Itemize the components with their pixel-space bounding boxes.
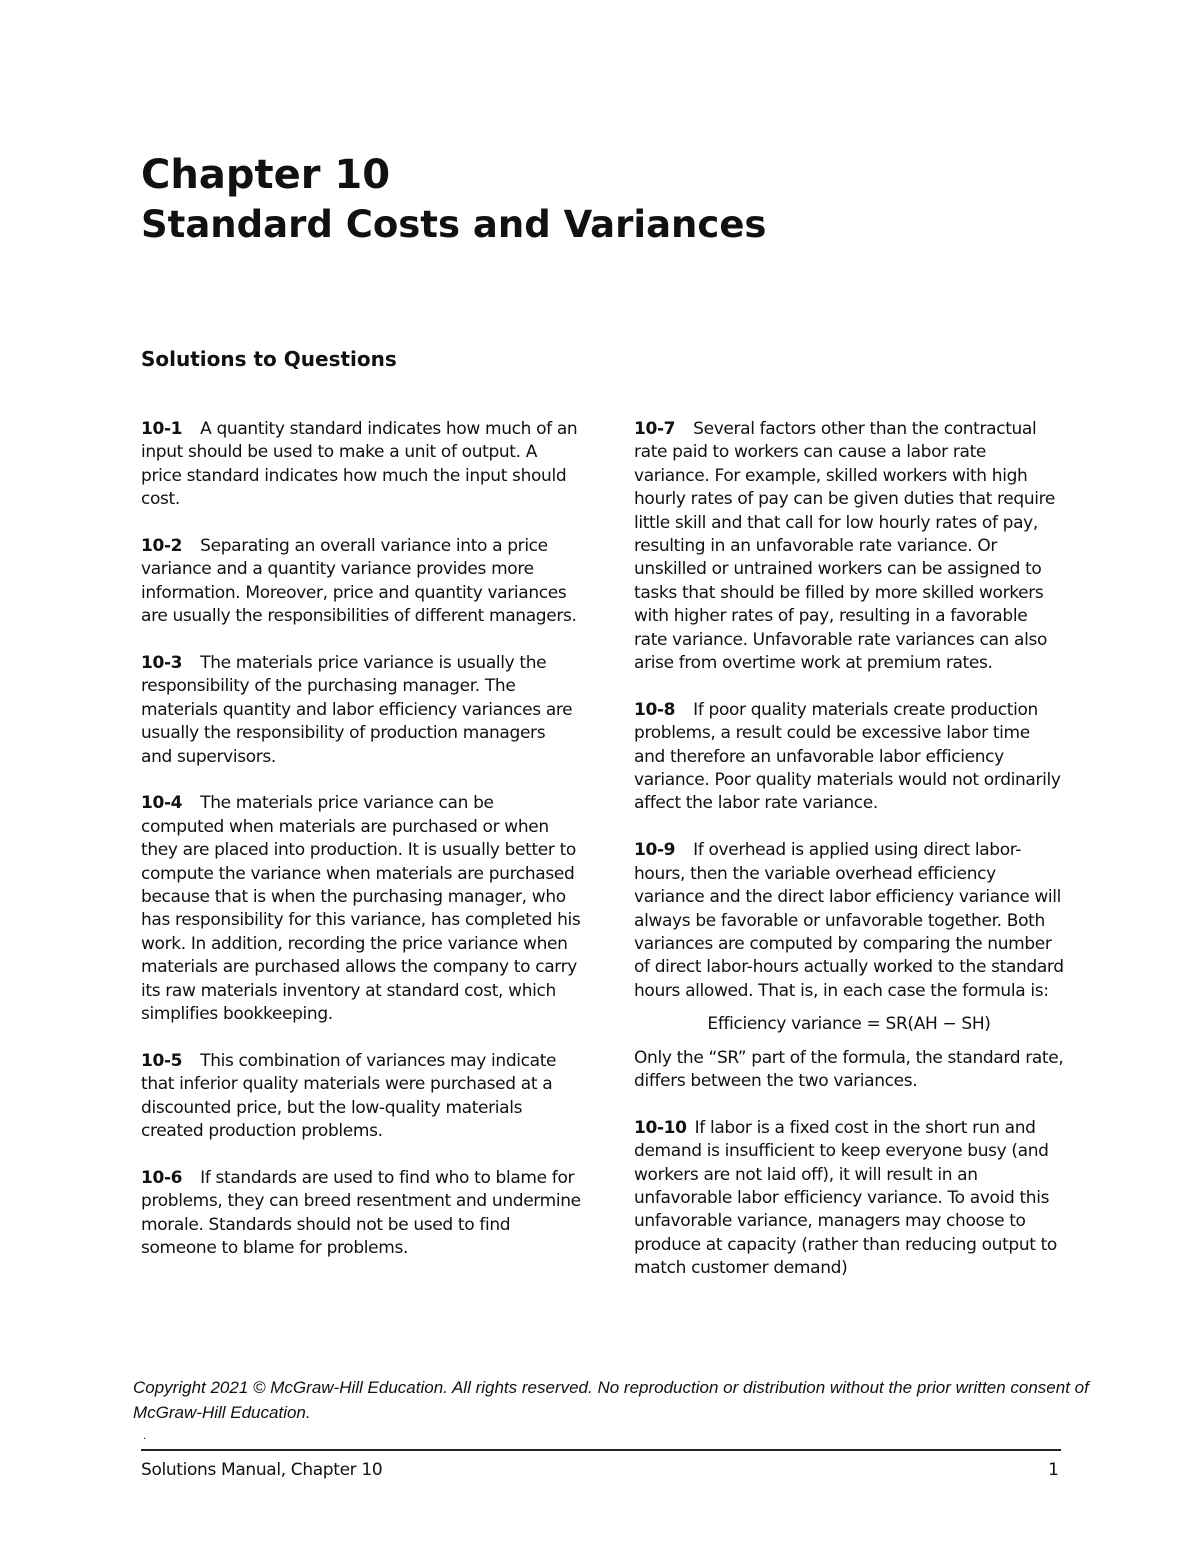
answer-text: If overhead is applied using direct labor-hours, then the variable overhead efficiency variance and the direct labor efficiency variance will always be favorable or unfavorable together. Both variances are computed by comparing the number of direct labor-hours actually worked to the standard hours allowed. That is, in each case the formula is:: [634, 840, 1064, 1001]
answer-text: Separating an overall variance into a price variance and a quantity variance provides more information. Moreover, price and quantity variances are usually the responsibilities of different managers.: [141, 536, 577, 627]
answer-text: The materials price variance can be computed when materials are purchased or when they are placed into production. It is usually better to compute the variance when materials are purchased because that is when the purchasing manager, who has responsibility for this variance, has completed his work. In addition, recording the price variance when materials are purchased allows the company to carry its raw materials inventory at standard cost, which simplifies bookkeeping.: [141, 793, 581, 1025]
answer-10-3: [141, 652, 581, 769]
footer-divider: [141, 1449, 1061, 1451]
formula-explanation: Only the “SR” part of the formula, the standard rate, differs between the two variances.: [634, 1047, 1064, 1091]
answer-text: If standards are used to find who to blame for problems, they can breed resentment and undermine morale. Standards should not be used to find someone to blame for problems.: [141, 1167, 581, 1259]
answer-10-7: [634, 418, 1064, 675]
copyright-notice: Copyright 2021 © McGraw-Hill Education. All rights reserved. No reproduction or distribution without the prior written consent of McGraw-Hill Education.: [133, 1378, 1089, 1422]
chapter-title: Standard Costs and Variances: [141, 203, 767, 246]
page-number: 1: [1048, 1460, 1059, 1480]
question-number: 10-5: [141, 1050, 183, 1071]
answer-10-6: [141, 1167, 581, 1261]
answer-text: If labor is a fixed cost in the short run and demand is insufficient to keep everyone busy (and workers are not laid off), it will result in an unfavorable labor efficiency variance. To avoid this unfavorable variance, managers may choose to produce at capacity (rather than reducing output to match customer demand): [634, 1117, 1057, 1279]
question-number: 10-8: [634, 699, 676, 720]
answer-text: If poor quality materials create production problems, a result could be excessive labor time and therefore an unfavorable labor efficiency variance. Poor quality materials would not ordinarily affect the labor rate variance.: [634, 699, 1061, 814]
question-number: 10-2: [141, 536, 183, 557]
answer-10-9: [634, 839, 1064, 1003]
chapter-number: Chapter 10: [141, 152, 391, 198]
question-number: 10-9: [634, 840, 676, 861]
question-number: 10-10: [634, 1117, 687, 1138]
answer-text: This combination of variances may indicate that inferior quality materials were purchased at a discounted price, but the low-quality materials created production problems.: [141, 1050, 557, 1142]
question-number: 10-7: [634, 419, 676, 439]
left-column: [141, 418, 581, 1284]
answer-10-1: [141, 418, 581, 512]
section-heading: Solutions to Questions: [141, 347, 397, 371]
answer-10-10: [634, 1117, 1064, 1281]
answer-10-4: [141, 792, 581, 1026]
answer-text: A quantity standard indicates how much of an input should be used to make a unit of output. A price standard indicates how much the input should cost.: [141, 419, 578, 510]
question-number: 10-1: [141, 419, 183, 439]
answer-10-8: [634, 699, 1064, 816]
question-number: 10-6: [141, 1167, 183, 1188]
footer-label: Solutions Manual, Chapter 10: [141, 1460, 383, 1480]
question-number: 10-3: [141, 653, 183, 674]
efficiency-variance-formula: Efficiency variance = SR(AH − SH): [707, 1014, 991, 1035]
right-column: [634, 418, 1064, 1304]
question-number: 10-4: [141, 793, 183, 814]
answer-text: The materials price variance is usually the responsibility of the purchasing manager. The materials quantity and labor efficiency variances are usually the responsibility of production managers and supervisors.: [141, 653, 573, 767]
answer-10-2: [141, 535, 581, 629]
page-marker: .: [143, 1428, 147, 1442]
answer-10-5: [141, 1050, 581, 1144]
answer-text: Several factors other than the contractual rate paid to workers can cause a labor rate variance. For example, skilled workers with high hourly rates of pay can be given duties that require little skill and that call for low hourly rates of pay, resulting in an unfavorable rate variance. Or unskilled or untrained workers can be assigned to tasks that should be filled by more skilled workers with higher rates of pay, resulting in a favorable rate variance. Unfavorable rate variances can also arise from overtime work at premium rates.: [634, 419, 1056, 674]
